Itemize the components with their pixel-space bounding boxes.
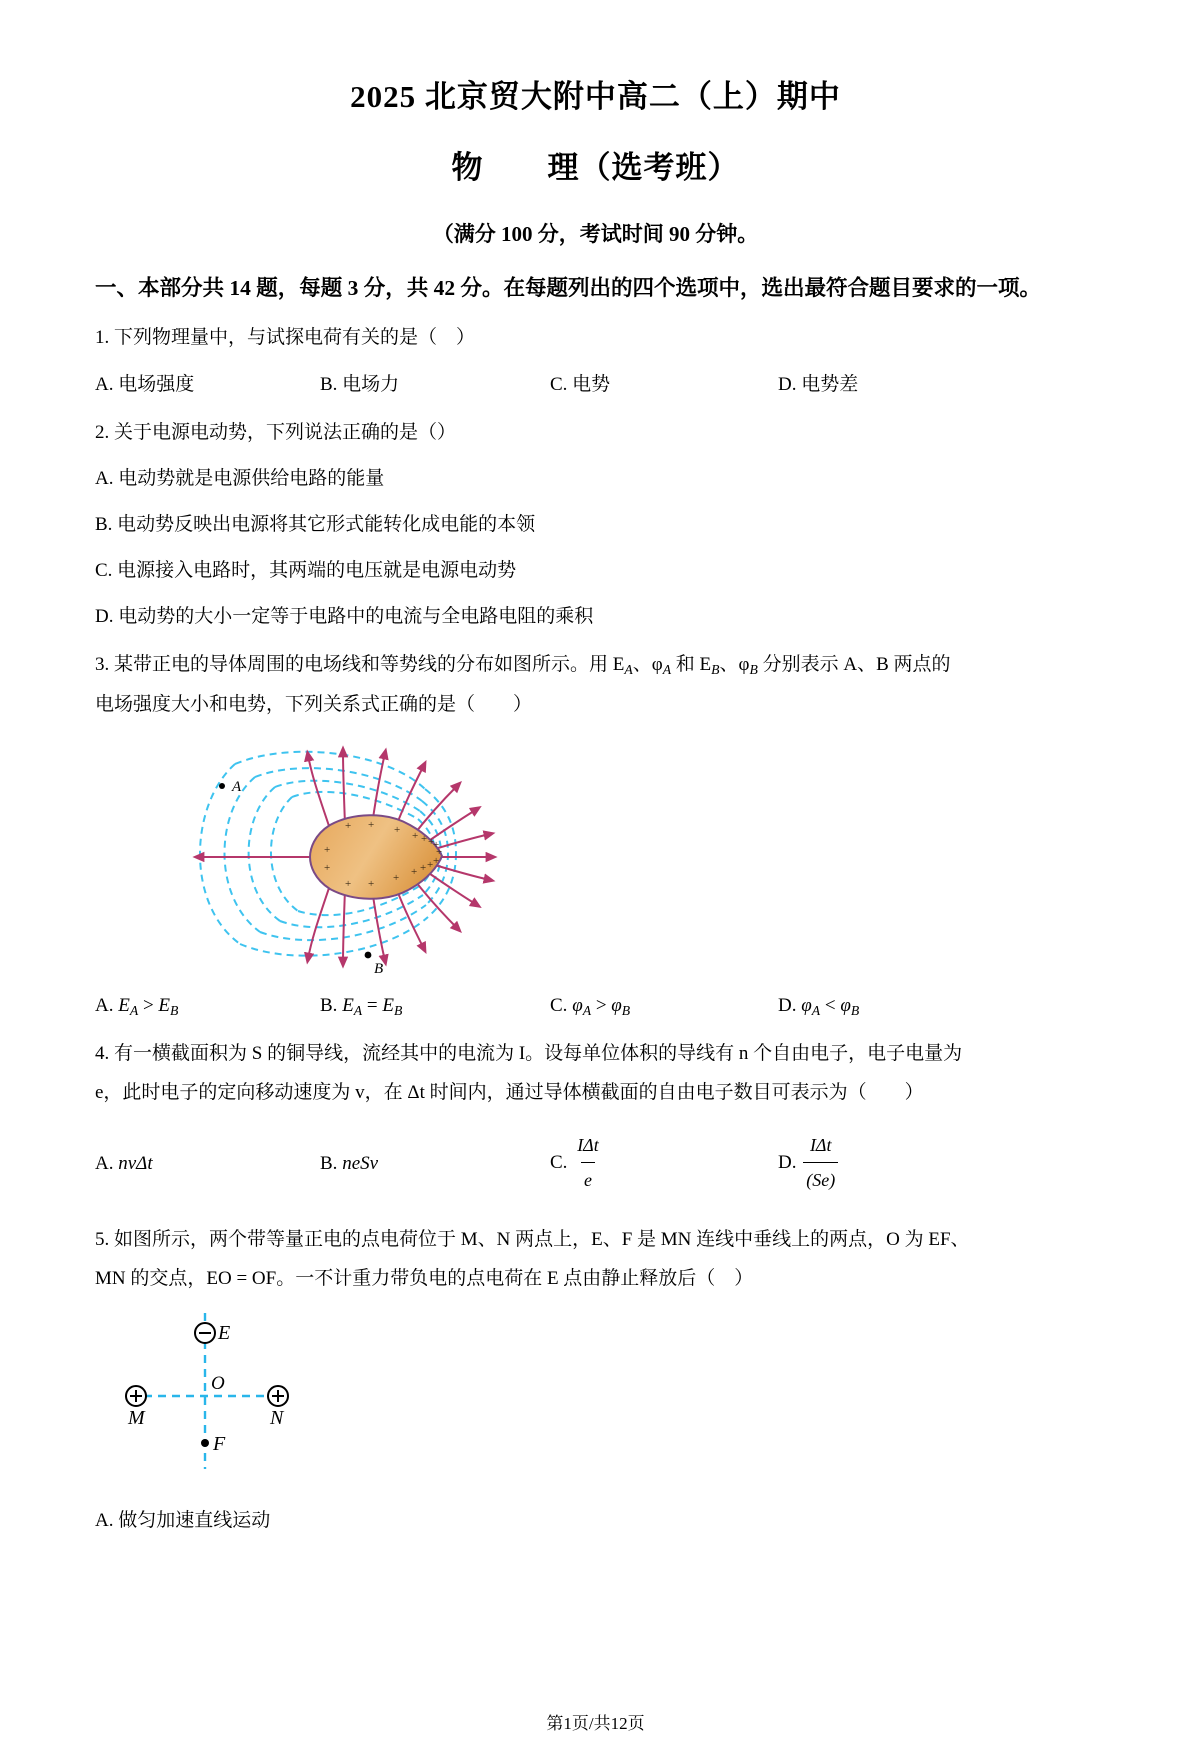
question-5-figure <box>110 1311 1096 1476</box>
question-1-stem: 1. 下列物理量中，与试探电荷有关的是（ ） <box>95 327 476 348</box>
charged-conductor-diagram <box>180 729 500 979</box>
q3-text-d: 、φ <box>719 654 750 676</box>
question-3-option-c[interactable]: C. $\varphi_A > \varphi_B$ <box>550 994 631 1018</box>
point-charges-diagram <box>110 1311 370 1471</box>
question-4-option-a[interactable] <box>95 1146 320 1182</box>
point-b-marker <box>365 952 372 959</box>
question-4-options <box>95 1129 1096 1198</box>
page-footer: 第1页/共12页 <box>546 1714 645 1733</box>
question-2-stem: 2. 关于电源电动势，下列说法正确的是（） <box>95 422 457 444</box>
svg-text:+: + <box>420 861 427 874</box>
question-3-stem-line1: 3. 某带正电的导体周围的电场线和等势线的分布如图所示。用 $E_A$、$\varphi_A$ 和 $E_B$、$\varphi_B$ 分别表示 A、B 两点的 <box>95 654 951 678</box>
page-subtitle: 物 理（选考班） <box>451 150 740 186</box>
conductor-body <box>310 815 442 899</box>
svg-text:+: + <box>436 845 443 858</box>
point-f <box>201 1433 226 1455</box>
question-4-option-d[interactable] <box>778 1129 978 1198</box>
question-5-stem-line1: 5. 如图所示，两个带等量正电的点电荷位于 M、N 两点上，E、F 是 MN 连线中垂线上的两点，O 为 EF、 <box>95 1228 970 1250</box>
question-3-figure <box>180 729 1096 984</box>
page-title: 2025 北京贸大附中高二（上）期中 <box>350 79 841 114</box>
svg-text:+: + <box>324 861 331 874</box>
svg-text:+: + <box>421 832 428 845</box>
question-3-option-b[interactable]: B. $E_A = E_B$ <box>320 994 403 1018</box>
point-a-marker <box>219 783 225 789</box>
svg-text:+: + <box>427 858 434 871</box>
question-4-stem-line1: 4. 有一横截面积为 S 的铜导线，流经其中的电流为 I。设每单位体积的导线有 n 个自由电子，电子电量为 <box>95 1043 963 1065</box>
exam-info: （满分 100 分，考试时间 90 分钟。 <box>432 222 759 247</box>
svg-text:+: + <box>345 819 352 832</box>
svg-text:+: + <box>345 877 352 890</box>
q4-c-numerator: IΔt <box>577 1135 599 1156</box>
question-1-option-c[interactable]: C. 电势 <box>550 374 611 396</box>
q4-d-label: D. <box>778 1152 797 1174</box>
question-2-option-b[interactable]: B. 电动势反映出电源将其它形式能转化成电能的本领 <box>95 514 536 536</box>
question-4-option-b[interactable] <box>320 1146 550 1182</box>
q3-text-c: 和 E <box>671 654 712 676</box>
question-5-option-a[interactable]: A. 做匀加速直线运动 <box>95 1509 271 1531</box>
svg-text:+: + <box>394 823 401 836</box>
q4-b-label: B. <box>320 1152 338 1174</box>
question-3-option-d[interactable]: D. $\varphi_A < \varphi_B$ <box>778 994 860 1018</box>
question-2-option-d[interactable]: D. 电动势的大小一定等于电路中的电流与全电路电阻的乘积 <box>95 606 594 628</box>
q4-b-expr: neSv <box>342 1152 379 1174</box>
question-1-option-b[interactable]: B. 电场力 <box>320 374 400 396</box>
q3-text-b: 、φ <box>632 654 663 676</box>
question-2-option-a[interactable]: A. 电动势就是电源供给电路的能量 <box>95 468 385 490</box>
question-4-option-c[interactable] <box>550 1129 778 1198</box>
svg-text:+: + <box>324 843 331 856</box>
charge-m <box>126 1386 146 1429</box>
q4-d-fraction <box>803 1128 838 1197</box>
point-b-label: B <box>374 960 384 977</box>
exam-page <box>0 78 1191 1762</box>
question-4-stem-line2: e，此时电子的定向移动速度为 v，在 Δt 时间内，通过导体横截面的自由电子数目可表示为（ ） <box>95 1082 924 1104</box>
label-o: O <box>211 1372 225 1394</box>
question-1-options <box>95 367 1096 403</box>
q4-d-numerator: IΔt <box>809 1135 832 1156</box>
question-1-option-a[interactable]: A. 电场强度 <box>95 374 195 396</box>
question-3-option-a[interactable]: A. $E_A > E_B$ <box>95 994 179 1018</box>
charge-n <box>268 1386 288 1429</box>
q3-text-a: 3. 某带正电的导体周围的电场线和等势线的分布如图所示。用 E <box>95 654 625 676</box>
q4-a-label: A. <box>95 1152 114 1174</box>
question-3-stem-line2: 电场强度大小和电势，下列关系式正确的是（ ） <box>95 693 533 715</box>
q3-text-e: 分别表示 A、B 两点的 <box>757 654 951 676</box>
svg-text:+: + <box>368 818 375 831</box>
q4-c-label: C. <box>550 1152 568 1174</box>
svg-text:+: + <box>393 871 400 884</box>
q4-d-denominator: (Se) <box>803 1162 838 1197</box>
q4-a-expr: nvΔt <box>118 1152 153 1174</box>
question-2-option-c[interactable]: C. 电源接入电路时，其两端的电压就是电源电动势 <box>95 560 517 582</box>
svg-text:+: + <box>433 854 440 867</box>
svg-text:+: + <box>368 877 375 890</box>
label-f: F <box>213 1432 226 1455</box>
q4-c-fraction <box>574 1128 602 1197</box>
svg-text:+: + <box>411 865 418 878</box>
q4-c-denominator: e <box>581 1162 595 1197</box>
section-heading: 一、本部分共 14 题，每题 3 分，共 42 分。在每题列出的四个选项中，选出最符合题目要求的一项。 <box>95 276 1042 301</box>
question-1-option-d[interactable]: D. 电势差 <box>778 374 859 396</box>
charge-e <box>195 1322 230 1344</box>
svg-text:+: + <box>412 829 419 842</box>
label-m: M <box>128 1406 145 1429</box>
question-5-stem-line2: MN 的交点，EO = OF。一不计重力带负电的点电荷在 E 点由静止释放后（ ） <box>95 1267 754 1289</box>
svg-text:+: + <box>433 838 440 851</box>
svg-text:+: + <box>428 835 435 848</box>
label-n: N <box>270 1406 284 1429</box>
point-a-label: A <box>232 778 242 795</box>
question-3-options <box>95 988 1096 1024</box>
label-e: E <box>218 1321 231 1344</box>
